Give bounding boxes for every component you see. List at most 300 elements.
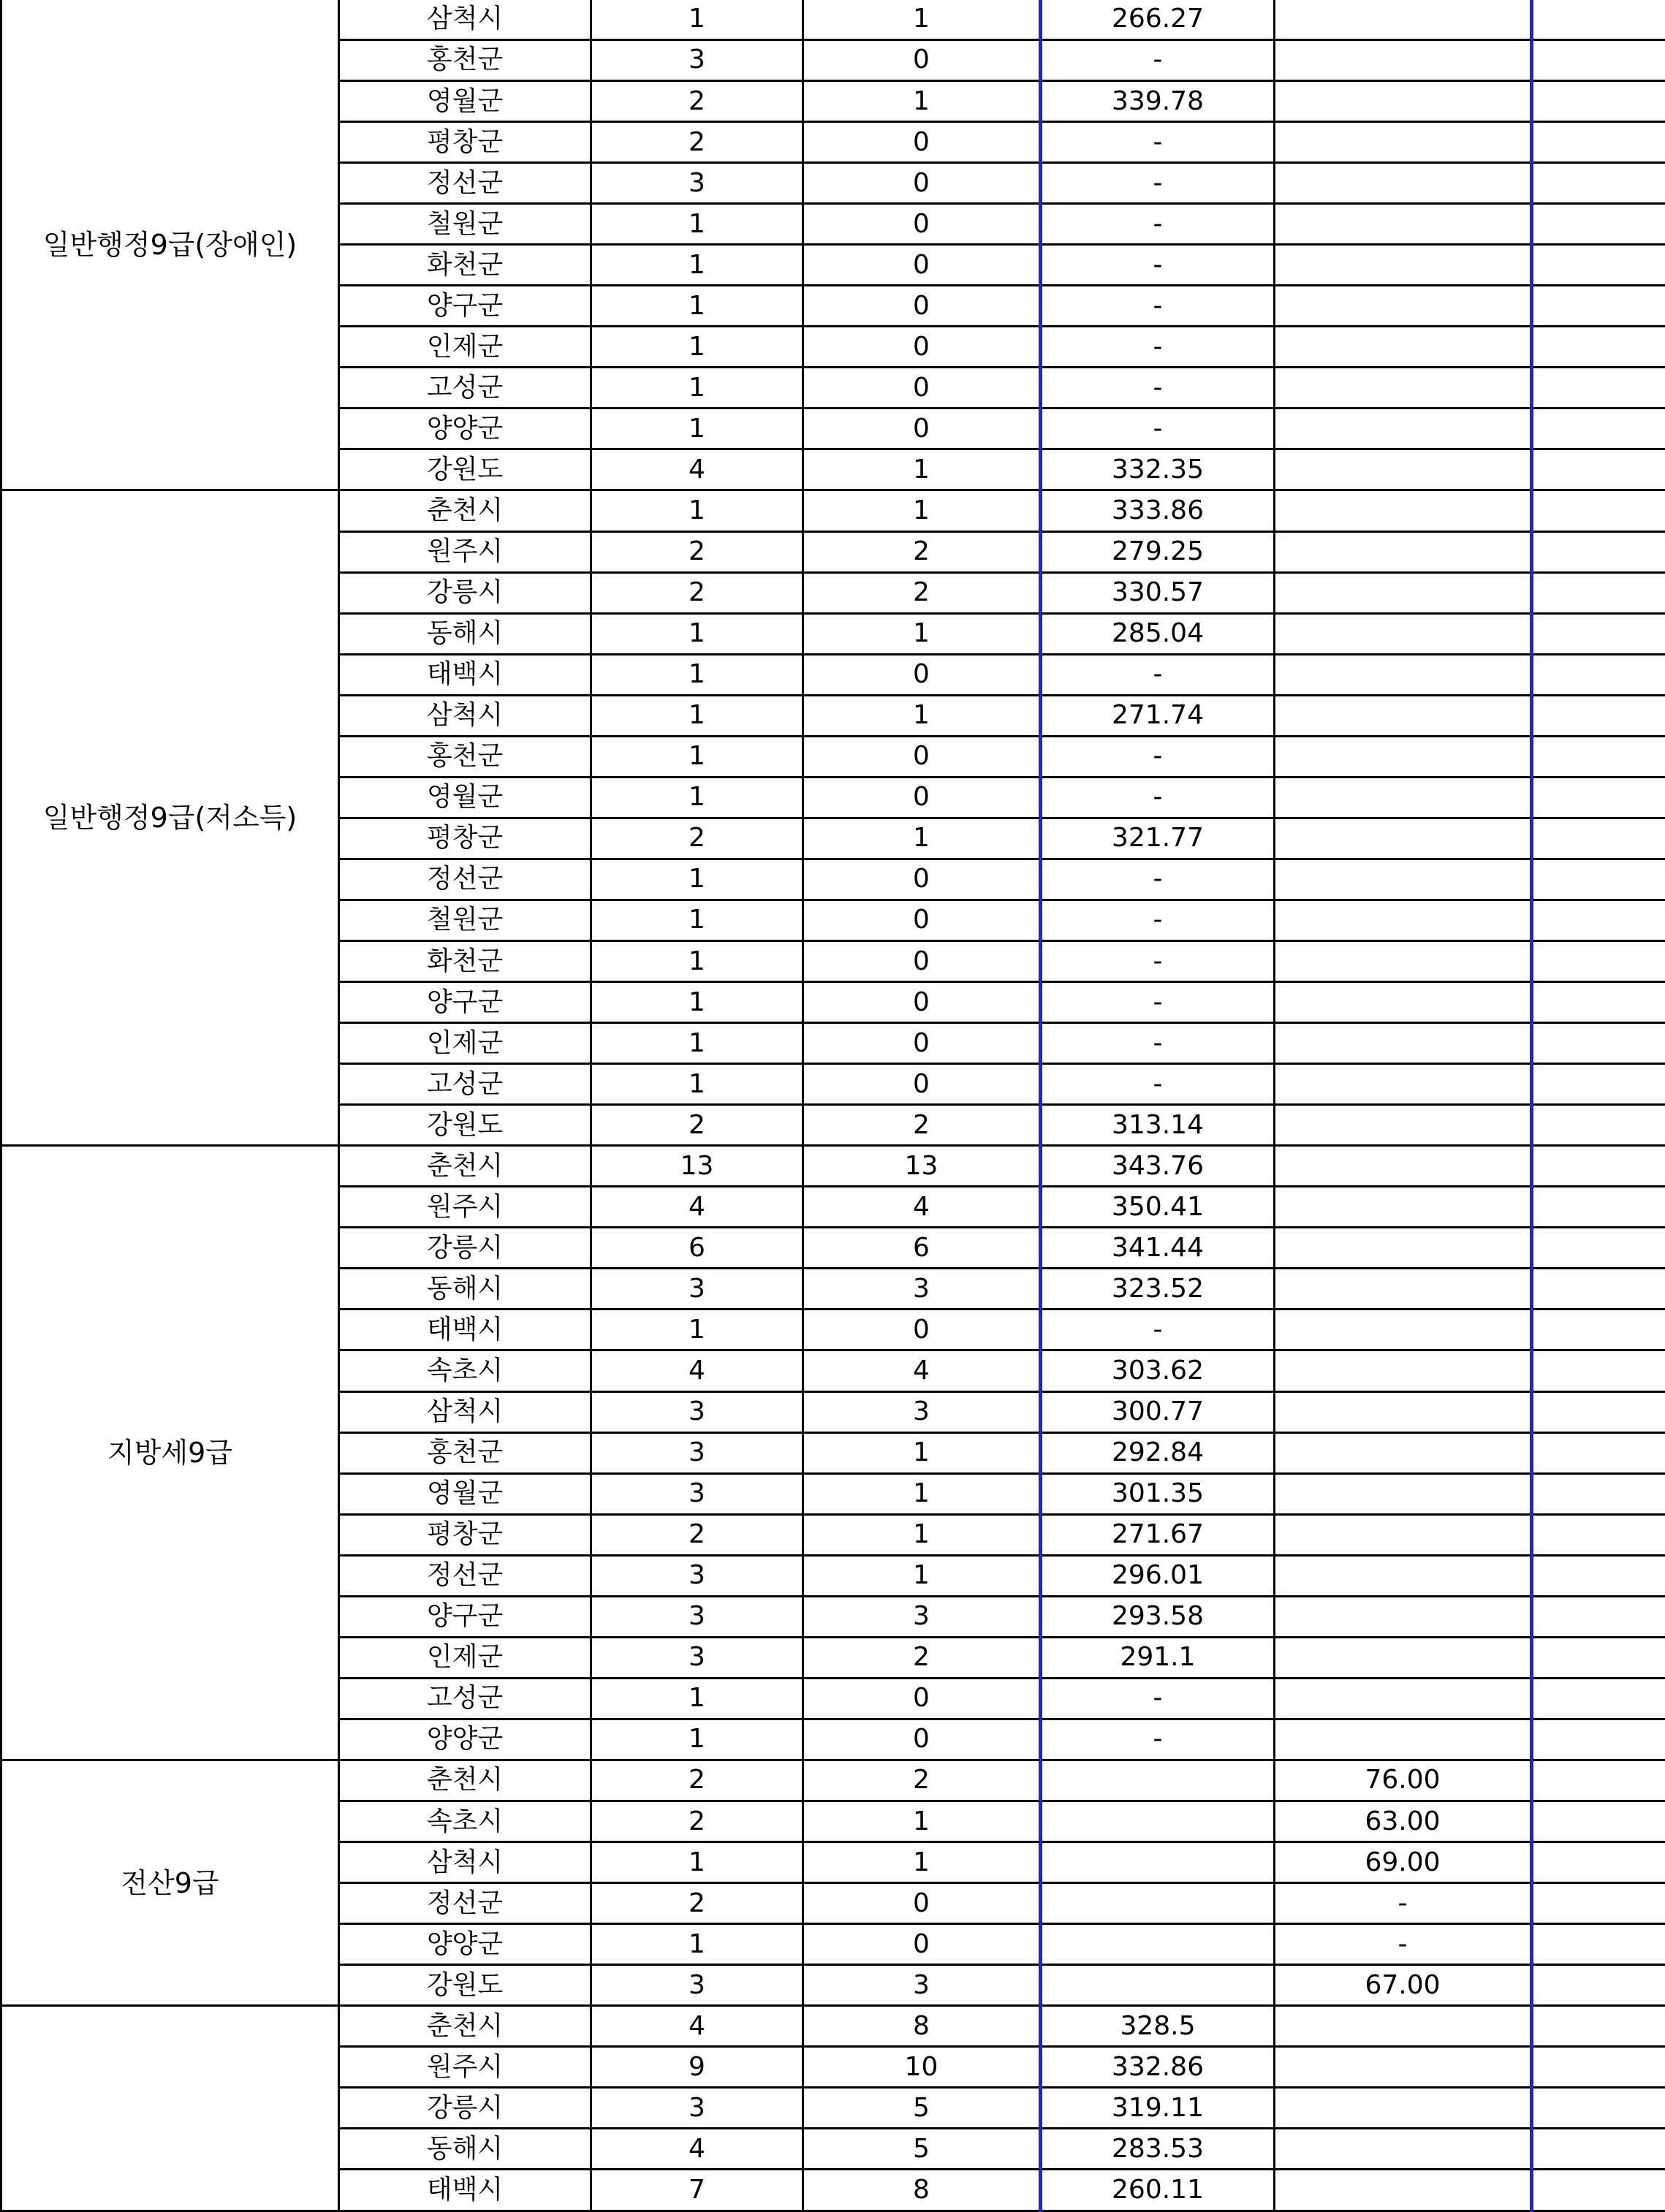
quota-cell: 1 bbox=[591, 900, 803, 940]
quota-cell: 2 bbox=[591, 1760, 803, 1801]
score2-cell bbox=[1275, 1637, 1532, 1678]
score2-cell: - bbox=[1275, 1883, 1532, 1924]
region-cell: 화천군 bbox=[339, 941, 591, 982]
extra-cell bbox=[1532, 1801, 1665, 1842]
score2-cell bbox=[1275, 286, 1532, 327]
score2-cell bbox=[1275, 163, 1532, 204]
region-cell: 인제군 bbox=[339, 327, 591, 368]
passed-cell: 8 bbox=[803, 2006, 1041, 2047]
extra-cell bbox=[1532, 1023, 1665, 1064]
score2-cell bbox=[1275, 736, 1532, 777]
region-cell: 강릉시 bbox=[339, 2088, 591, 2129]
extra-cell bbox=[1532, 1105, 1665, 1146]
score-cell: - bbox=[1041, 982, 1275, 1023]
passed-cell: 1 bbox=[803, 1473, 1041, 1514]
region-cell: 동해시 bbox=[339, 1269, 591, 1310]
region-cell: 원주시 bbox=[339, 2047, 591, 2088]
region-cell: 원주시 bbox=[339, 531, 591, 572]
score-cell: 333.86 bbox=[1041, 490, 1275, 531]
extra-cell bbox=[1532, 204, 1665, 245]
score2-cell: - bbox=[1275, 1924, 1532, 1965]
passed-cell: 0 bbox=[803, 941, 1041, 982]
region-cell: 동해시 bbox=[339, 2129, 591, 2170]
region-cell: 고성군 bbox=[339, 368, 591, 408]
score-cell: 332.86 bbox=[1041, 2047, 1275, 2088]
score-cell: - bbox=[1041, 122, 1275, 163]
score-cell: - bbox=[1041, 163, 1275, 204]
score2-cell bbox=[1275, 0, 1532, 39]
score-cell: 279.25 bbox=[1041, 531, 1275, 572]
score-cell: - bbox=[1041, 368, 1275, 408]
score2-cell bbox=[1275, 1350, 1532, 1391]
extra-cell bbox=[1532, 1596, 1665, 1637]
extra-cell bbox=[1532, 81, 1665, 122]
region-cell: 동해시 bbox=[339, 613, 591, 654]
score2-cell bbox=[1275, 1596, 1532, 1637]
passed-cell: 1 bbox=[803, 613, 1041, 654]
score2-cell: 67.00 bbox=[1275, 1965, 1532, 2006]
passed-cell: 0 bbox=[803, 39, 1041, 80]
region-cell: 태백시 bbox=[339, 1310, 591, 1350]
extra-cell bbox=[1532, 327, 1665, 368]
score-cell bbox=[1041, 1924, 1275, 1965]
score2-cell bbox=[1275, 449, 1532, 490]
passed-cell: 1 bbox=[803, 1801, 1041, 1842]
passed-cell: 0 bbox=[803, 1064, 1041, 1105]
region-cell: 영월군 bbox=[339, 777, 591, 818]
passed-cell: 10 bbox=[803, 2047, 1041, 2088]
passed-cell: 2 bbox=[803, 572, 1041, 613]
extra-cell bbox=[1532, 1883, 1665, 1924]
extra-cell bbox=[1532, 1514, 1665, 1555]
passed-cell: 1 bbox=[803, 1555, 1041, 1596]
table-row bbox=[1, 2006, 1665, 2047]
region-cell: 태백시 bbox=[339, 2170, 591, 2211]
extra-cell bbox=[1532, 695, 1665, 736]
passed-cell: 3 bbox=[803, 1269, 1041, 1310]
region-cell: 고성군 bbox=[339, 1678, 591, 1719]
score2-cell bbox=[1275, 1105, 1532, 1146]
passed-cell: 0 bbox=[803, 777, 1041, 818]
extra-cell bbox=[1532, 122, 1665, 163]
score-cell bbox=[1041, 1842, 1275, 1883]
quota-cell: 4 bbox=[591, 449, 803, 490]
region-cell: 화천군 bbox=[339, 245, 591, 286]
score-cell: - bbox=[1041, 777, 1275, 818]
score2-cell bbox=[1275, 2047, 1532, 2088]
score-cell: - bbox=[1041, 654, 1275, 695]
score-cell: - bbox=[1041, 327, 1275, 368]
quota-cell: 1 bbox=[591, 204, 803, 245]
region-cell: 춘천시 bbox=[339, 1760, 591, 1801]
region-cell: 삼척시 bbox=[339, 695, 591, 736]
passed-cell: 0 bbox=[803, 1924, 1041, 1965]
score-cell: - bbox=[1041, 859, 1275, 900]
region-cell: 강원도 bbox=[339, 1105, 591, 1146]
extra-cell bbox=[1532, 1269, 1665, 1310]
passed-cell: 0 bbox=[803, 1023, 1041, 1064]
score-cell: 343.76 bbox=[1041, 1146, 1275, 1187]
region-cell: 속초시 bbox=[339, 1801, 591, 1842]
score2-cell bbox=[1275, 695, 1532, 736]
score2-cell bbox=[1275, 1473, 1532, 1514]
extra-cell bbox=[1532, 1719, 1665, 1760]
extra-cell bbox=[1532, 1555, 1665, 1596]
score2-cell bbox=[1275, 1391, 1532, 1432]
quota-cell: 1 bbox=[591, 654, 803, 695]
extra-cell bbox=[1532, 449, 1665, 490]
score2-cell bbox=[1275, 81, 1532, 122]
score-cell: 313.14 bbox=[1041, 1105, 1275, 1146]
passed-cell: 2 bbox=[803, 531, 1041, 572]
passed-cell: 0 bbox=[803, 245, 1041, 286]
passed-cell: 0 bbox=[803, 327, 1041, 368]
region-cell: 춘천시 bbox=[339, 490, 591, 531]
extra-cell bbox=[1532, 859, 1665, 900]
table-row bbox=[1, 1760, 1665, 1801]
region-cell: 강원도 bbox=[339, 449, 591, 490]
quota-cell: 4 bbox=[591, 1350, 803, 1391]
region-cell: 철원군 bbox=[339, 900, 591, 940]
passed-cell: 0 bbox=[803, 654, 1041, 695]
region-cell: 양양군 bbox=[339, 1924, 591, 1965]
extra-cell bbox=[1532, 1187, 1665, 1228]
region-cell: 원주시 bbox=[339, 1187, 591, 1228]
extra-cell bbox=[1532, 1842, 1665, 1883]
score-cell: 300.77 bbox=[1041, 1391, 1275, 1432]
passed-cell: 0 bbox=[803, 1883, 1041, 1924]
score2-cell bbox=[1275, 2088, 1532, 2129]
quota-cell: 1 bbox=[591, 736, 803, 777]
score-cell: 271.74 bbox=[1041, 695, 1275, 736]
extra-cell bbox=[1532, 1678, 1665, 1719]
score2-cell: 69.00 bbox=[1275, 1842, 1532, 1883]
region-cell: 홍천군 bbox=[339, 1432, 591, 1473]
quota-cell: 1 bbox=[591, 408, 803, 449]
extra-cell bbox=[1532, 1965, 1665, 2006]
score-cell: 291.1 bbox=[1041, 1637, 1275, 1678]
region-cell: 영월군 bbox=[339, 81, 591, 122]
extra-cell bbox=[1532, 1064, 1665, 1105]
score-cell: - bbox=[1041, 1719, 1275, 1760]
score-cell: - bbox=[1041, 900, 1275, 940]
quota-cell: 3 bbox=[591, 1432, 803, 1473]
quota-cell: 3 bbox=[591, 1596, 803, 1637]
region-cell: 삼척시 bbox=[339, 1391, 591, 1432]
region-cell: 춘천시 bbox=[339, 1146, 591, 1187]
passed-cell: 0 bbox=[803, 408, 1041, 449]
quota-cell: 1 bbox=[591, 982, 803, 1023]
extra-cell bbox=[1532, 572, 1665, 613]
score-cell: 321.77 bbox=[1041, 818, 1275, 859]
region-cell: 영월군 bbox=[339, 1473, 591, 1514]
extra-cell bbox=[1532, 286, 1665, 327]
extra-cell bbox=[1532, 2006, 1665, 2047]
score-cell: 266.27 bbox=[1041, 0, 1275, 39]
score-cell: 293.58 bbox=[1041, 1596, 1275, 1637]
quota-cell: 3 bbox=[591, 1637, 803, 1678]
extra-cell bbox=[1532, 1310, 1665, 1350]
quota-cell: 1 bbox=[591, 941, 803, 982]
quota-cell: 1 bbox=[591, 0, 803, 39]
score2-cell bbox=[1275, 1432, 1532, 1473]
extra-cell bbox=[1532, 1760, 1665, 1801]
passed-cell: 0 bbox=[803, 859, 1041, 900]
region-cell: 정선군 bbox=[339, 1883, 591, 1924]
passed-cell: 3 bbox=[803, 1391, 1041, 1432]
score-cell: - bbox=[1041, 1023, 1275, 1064]
score-cell bbox=[1041, 1883, 1275, 1924]
extra-cell bbox=[1532, 777, 1665, 818]
score-cell: 350.41 bbox=[1041, 1187, 1275, 1228]
score-cell: 323.52 bbox=[1041, 1269, 1275, 1310]
score-cell: - bbox=[1041, 408, 1275, 449]
passed-cell: 1 bbox=[803, 1514, 1041, 1555]
region-cell: 양구군 bbox=[339, 982, 591, 1023]
score2-cell bbox=[1275, 2006, 1532, 2047]
passed-cell: 5 bbox=[803, 2129, 1041, 2170]
passed-cell: 0 bbox=[803, 1719, 1041, 1760]
score2-cell bbox=[1275, 245, 1532, 286]
extra-cell bbox=[1532, 1432, 1665, 1473]
region-cell: 강원도 bbox=[339, 1965, 591, 2006]
extra-cell bbox=[1532, 818, 1665, 859]
score-cell: - bbox=[1041, 286, 1275, 327]
passed-cell: 1 bbox=[803, 695, 1041, 736]
quota-cell: 2 bbox=[591, 81, 803, 122]
quota-cell: 6 bbox=[591, 1228, 803, 1269]
score2-cell bbox=[1275, 1228, 1532, 1269]
score2-cell bbox=[1275, 1269, 1532, 1310]
passed-cell: 3 bbox=[803, 1965, 1041, 2006]
extra-cell bbox=[1532, 2088, 1665, 2129]
region-cell: 양구군 bbox=[339, 286, 591, 327]
passed-cell: 4 bbox=[803, 1187, 1041, 1228]
group-name-cell: 일반행정9급(저소득) bbox=[1, 490, 339, 1146]
extra-cell bbox=[1532, 408, 1665, 449]
score-cell: - bbox=[1041, 245, 1275, 286]
extra-cell bbox=[1532, 490, 1665, 531]
passed-cell: 1 bbox=[803, 81, 1041, 122]
quota-cell: 1 bbox=[591, 286, 803, 327]
score2-cell bbox=[1275, 1023, 1532, 1064]
passed-cell: 0 bbox=[803, 982, 1041, 1023]
region-cell: 인제군 bbox=[339, 1023, 591, 1064]
quota-cell: 2 bbox=[591, 572, 803, 613]
region-cell: 강릉시 bbox=[339, 1228, 591, 1269]
score2-cell bbox=[1275, 613, 1532, 654]
quota-cell: 1 bbox=[591, 777, 803, 818]
region-cell: 삼척시 bbox=[339, 0, 591, 39]
quota-cell: 7 bbox=[591, 2170, 803, 2211]
quota-cell: 4 bbox=[591, 1187, 803, 1228]
quota-cell: 3 bbox=[591, 39, 803, 80]
score2-cell bbox=[1275, 122, 1532, 163]
score2-cell bbox=[1275, 1064, 1532, 1105]
extra-cell bbox=[1532, 1228, 1665, 1269]
quota-cell: 3 bbox=[591, 1965, 803, 2006]
extra-cell bbox=[1532, 736, 1665, 777]
passed-cell: 0 bbox=[803, 1310, 1041, 1350]
score2-cell bbox=[1275, 531, 1532, 572]
score-cell: - bbox=[1041, 1064, 1275, 1105]
region-cell: 평창군 bbox=[339, 818, 591, 859]
score-cell: - bbox=[1041, 204, 1275, 245]
score-cell: 296.01 bbox=[1041, 1555, 1275, 1596]
region-cell: 홍천군 bbox=[339, 736, 591, 777]
passed-cell: 0 bbox=[803, 122, 1041, 163]
passed-cell: 0 bbox=[803, 286, 1041, 327]
quota-cell: 2 bbox=[591, 1883, 803, 1924]
score-cell: 341.44 bbox=[1041, 1228, 1275, 1269]
extra-cell bbox=[1532, 900, 1665, 940]
score2-cell bbox=[1275, 2129, 1532, 2170]
extra-cell bbox=[1532, 1637, 1665, 1678]
extra-cell bbox=[1532, 2129, 1665, 2170]
passed-cell: 8 bbox=[803, 2170, 1041, 2211]
region-cell: 속초시 bbox=[339, 1350, 591, 1391]
quota-cell: 3 bbox=[591, 1473, 803, 1514]
score-cell: 330.57 bbox=[1041, 572, 1275, 613]
extra-cell bbox=[1532, 613, 1665, 654]
passed-cell: 3 bbox=[803, 1596, 1041, 1637]
score-cell: - bbox=[1041, 1678, 1275, 1719]
extra-cell bbox=[1532, 2170, 1665, 2211]
quota-cell: 1 bbox=[591, 368, 803, 408]
passed-cell: 0 bbox=[803, 736, 1041, 777]
quota-cell: 13 bbox=[591, 1146, 803, 1187]
score2-cell bbox=[1275, 1146, 1532, 1187]
group-name-cell: 지방세9급 bbox=[1, 1146, 339, 1760]
region-cell: 평창군 bbox=[339, 122, 591, 163]
extra-cell bbox=[1532, 1146, 1665, 1187]
quota-cell: 2 bbox=[591, 818, 803, 859]
quota-cell: 1 bbox=[591, 490, 803, 531]
quota-cell: 2 bbox=[591, 1801, 803, 1842]
quota-cell: 2 bbox=[591, 531, 803, 572]
extra-cell bbox=[1532, 982, 1665, 1023]
passed-cell: 0 bbox=[803, 163, 1041, 204]
passed-cell: 0 bbox=[803, 204, 1041, 245]
score-cell: - bbox=[1041, 1310, 1275, 1350]
score-cell: - bbox=[1041, 941, 1275, 982]
passed-cell: 2 bbox=[803, 1105, 1041, 1146]
score2-cell bbox=[1275, 859, 1532, 900]
quota-cell: 1 bbox=[591, 695, 803, 736]
extra-cell bbox=[1532, 368, 1665, 408]
quota-cell: 1 bbox=[591, 1023, 803, 1064]
score2-cell bbox=[1275, 1310, 1532, 1350]
quota-cell: 1 bbox=[591, 327, 803, 368]
group-name-cell: 전산9급 bbox=[1, 1760, 339, 2005]
score2-cell bbox=[1275, 2170, 1532, 2211]
region-cell: 인제군 bbox=[339, 1637, 591, 1678]
region-cell: 홍천군 bbox=[339, 39, 591, 80]
quota-cell: 1 bbox=[591, 859, 803, 900]
extra-cell bbox=[1532, 2047, 1665, 2088]
score-cell bbox=[1041, 1801, 1275, 1842]
score2-cell bbox=[1275, 982, 1532, 1023]
region-cell: 정선군 bbox=[339, 1555, 591, 1596]
score2-cell bbox=[1275, 408, 1532, 449]
score2-cell bbox=[1275, 654, 1532, 695]
score-cell: 303.62 bbox=[1041, 1350, 1275, 1391]
score-cell: 283.53 bbox=[1041, 2129, 1275, 2170]
extra-cell bbox=[1532, 163, 1665, 204]
region-cell: 삼척시 bbox=[339, 1842, 591, 1883]
passed-cell: 0 bbox=[803, 368, 1041, 408]
score-cell: 260.11 bbox=[1041, 2170, 1275, 2211]
extra-cell bbox=[1532, 245, 1665, 286]
passed-cell: 0 bbox=[803, 900, 1041, 940]
region-cell: 태백시 bbox=[339, 654, 591, 695]
score-cell bbox=[1041, 1760, 1275, 1801]
quota-cell: 3 bbox=[591, 1555, 803, 1596]
score2-cell bbox=[1275, 368, 1532, 408]
passed-cell: 2 bbox=[803, 1760, 1041, 1801]
region-cell: 강릉시 bbox=[339, 572, 591, 613]
region-cell: 정선군 bbox=[339, 859, 591, 900]
quota-cell: 1 bbox=[591, 1842, 803, 1883]
quota-cell: 4 bbox=[591, 2129, 803, 2170]
score2-cell bbox=[1275, 327, 1532, 368]
quota-cell: 1 bbox=[591, 245, 803, 286]
score-cell: 319.11 bbox=[1041, 2088, 1275, 2129]
quota-cell: 1 bbox=[591, 1719, 803, 1760]
score2-cell bbox=[1275, 941, 1532, 982]
extra-cell bbox=[1532, 39, 1665, 80]
quota-cell: 1 bbox=[591, 1924, 803, 1965]
score-cell: 271.67 bbox=[1041, 1514, 1275, 1555]
passed-cell: 0 bbox=[803, 1678, 1041, 1719]
quota-cell: 3 bbox=[591, 1269, 803, 1310]
score-cell: - bbox=[1041, 39, 1275, 80]
group-name-cell bbox=[1, 2006, 339, 2211]
region-cell: 양양군 bbox=[339, 1719, 591, 1760]
score-cell bbox=[1041, 1965, 1275, 2006]
quota-cell: 3 bbox=[591, 2088, 803, 2129]
score-cell: 339.78 bbox=[1041, 81, 1275, 122]
score-cell: - bbox=[1041, 736, 1275, 777]
quota-cell: 2 bbox=[591, 1105, 803, 1146]
score2-cell: 63.00 bbox=[1275, 1801, 1532, 1842]
quota-cell: 1 bbox=[591, 1310, 803, 1350]
score-cell: 292.84 bbox=[1041, 1432, 1275, 1473]
region-cell: 정선군 bbox=[339, 163, 591, 204]
score2-cell bbox=[1275, 900, 1532, 940]
score2-cell bbox=[1275, 1187, 1532, 1228]
extra-cell bbox=[1532, 531, 1665, 572]
score2-cell bbox=[1275, 818, 1532, 859]
quota-cell: 1 bbox=[591, 613, 803, 654]
score-cell: 328.5 bbox=[1041, 2006, 1275, 2047]
score-cell: 332.35 bbox=[1041, 449, 1275, 490]
region-cell: 고성군 bbox=[339, 1064, 591, 1105]
passed-cell: 5 bbox=[803, 2088, 1041, 2129]
extra-cell bbox=[1532, 941, 1665, 982]
extra-cell bbox=[1532, 1391, 1665, 1432]
table-row bbox=[1, 490, 1665, 531]
group-name-cell: 일반행정9급(장애인) bbox=[1, 0, 339, 490]
quota-cell: 9 bbox=[591, 2047, 803, 2088]
score2-cell bbox=[1275, 572, 1532, 613]
region-cell: 춘천시 bbox=[339, 2006, 591, 2047]
score2-cell bbox=[1275, 1678, 1532, 1719]
score2-cell: 76.00 bbox=[1275, 1760, 1532, 1801]
table-row bbox=[1, 1146, 1665, 1187]
extra-cell bbox=[1532, 654, 1665, 695]
extra-cell bbox=[1532, 1924, 1665, 1965]
